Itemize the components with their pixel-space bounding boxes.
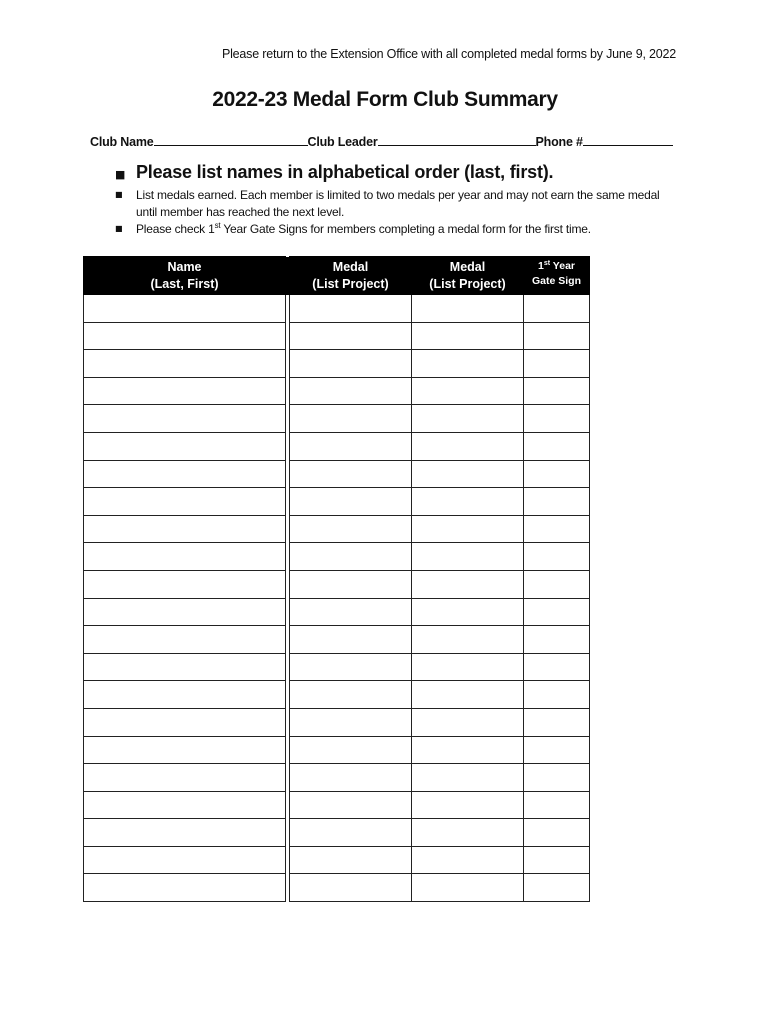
gate-sign-cell[interactable] — [524, 295, 590, 323]
name-cell[interactable] — [84, 432, 286, 460]
name-cell[interactable] — [84, 488, 286, 516]
gate-sign-cell[interactable] — [524, 598, 590, 626]
medal-2-cell[interactable] — [412, 736, 524, 764]
phone-label: Phone # — [535, 135, 583, 149]
club-name-label: Club Name — [90, 135, 154, 149]
medal-1-cell[interactable] — [290, 570, 412, 598]
medal-1-cell[interactable] — [290, 515, 412, 543]
medal-1-cell[interactable] — [290, 377, 412, 405]
table-row — [84, 736, 590, 764]
medal-1-cell[interactable] — [290, 874, 412, 902]
table-row — [84, 488, 590, 516]
medal-1-cell[interactable] — [290, 405, 412, 433]
table-row — [84, 681, 590, 709]
medal-1-cell[interactable] — [290, 350, 412, 378]
name-cell[interactable] — [84, 295, 286, 323]
header-gate-sign: 1st Year Gate Sign — [524, 257, 590, 295]
medal-2-cell[interactable] — [412, 405, 524, 433]
name-cell[interactable] — [84, 598, 286, 626]
medal-1-cell[interactable] — [290, 681, 412, 709]
table-row — [84, 846, 590, 874]
table-row — [84, 405, 590, 433]
name-cell[interactable] — [84, 322, 286, 350]
medal-1-cell[interactable] — [290, 626, 412, 654]
name-cell[interactable] — [84, 791, 286, 819]
medal-2-cell[interactable] — [412, 791, 524, 819]
medal-1-cell[interactable] — [290, 460, 412, 488]
square-bullet-icon: ■ — [115, 224, 123, 233]
medal-1-cell[interactable] — [290, 543, 412, 571]
medal-2-cell[interactable] — [412, 377, 524, 405]
gate-sign-cell[interactable] — [524, 488, 590, 516]
gate-sign-cell[interactable] — [524, 708, 590, 736]
name-cell[interactable] — [84, 764, 286, 792]
table-row — [84, 791, 590, 819]
gate-sign-cell[interactable] — [524, 681, 590, 709]
gate-sign-cell[interactable] — [524, 405, 590, 433]
table-row — [84, 653, 590, 681]
medal-2-cell[interactable] — [412, 460, 524, 488]
name-cell[interactable] — [84, 543, 286, 571]
gate-sign-cell[interactable] — [524, 764, 590, 792]
medal-1-cell[interactable] — [290, 432, 412, 460]
club-name-field[interactable] — [154, 133, 308, 146]
medal-2-cell[interactable] — [412, 681, 524, 709]
club-leader-label: Club Leader — [307, 135, 378, 149]
name-cell[interactable] — [84, 736, 286, 764]
square-bullet-icon: ■ — [115, 168, 126, 181]
header-name: Name (Last, First) — [84, 257, 286, 295]
name-cell[interactable] — [84, 653, 286, 681]
name-cell[interactable] — [84, 626, 286, 654]
gate-sign-cell[interactable] — [524, 846, 590, 874]
name-cell[interactable] — [84, 350, 286, 378]
table-row — [84, 543, 590, 571]
medal-2-cell[interactable] — [412, 874, 524, 902]
name-cell[interactable] — [84, 460, 286, 488]
medal-1-cell[interactable] — [290, 653, 412, 681]
name-cell[interactable] — [84, 819, 286, 847]
medal-1-cell[interactable] — [290, 846, 412, 874]
gate-sign-cell[interactable] — [524, 543, 590, 571]
gate-sign-cell[interactable] — [524, 819, 590, 847]
club-info-line — [90, 133, 680, 149]
name-cell[interactable] — [84, 405, 286, 433]
medal-1-cell[interactable] — [290, 736, 412, 764]
table-row — [84, 708, 590, 736]
gate-sign-cell[interactable] — [524, 432, 590, 460]
phone-field[interactable] — [583, 133, 673, 146]
header-medal-1: Medal (List Project) — [290, 257, 412, 295]
gate-sign-cell[interactable] — [524, 515, 590, 543]
table-row — [84, 377, 590, 405]
table-body — [84, 295, 590, 902]
medal-2-cell[interactable] — [412, 295, 524, 323]
medal-1-cell[interactable] — [290, 322, 412, 350]
table-row — [84, 295, 590, 323]
name-cell[interactable] — [84, 377, 286, 405]
medal-2-cell[interactable] — [412, 819, 524, 847]
medal-1-cell[interactable] — [290, 598, 412, 626]
medal-1-cell[interactable] — [290, 764, 412, 792]
table-row — [84, 432, 590, 460]
name-cell[interactable] — [84, 570, 286, 598]
medal-1-cell[interactable] — [290, 295, 412, 323]
medal-1-cell[interactable] — [290, 488, 412, 516]
table-row — [84, 598, 590, 626]
table-header-row — [84, 257, 590, 295]
header-medal-2: Medal (List Project) — [412, 257, 524, 295]
name-cell[interactable] — [84, 708, 286, 736]
instruction-medals: List medals earned. Each member is limited to two medals per year and may not earn the same medal until member has reached the next level. — [136, 188, 660, 219]
square-bullet-icon: ■ — [115, 190, 123, 199]
medal-summary-table — [83, 256, 590, 902]
medal-2-cell[interactable] — [412, 708, 524, 736]
medal-2-cell[interactable] — [412, 846, 524, 874]
name-cell[interactable] — [84, 846, 286, 874]
medal-2-cell[interactable] — [412, 515, 524, 543]
gate-sign-cell[interactable] — [524, 350, 590, 378]
table-row — [84, 460, 590, 488]
medal-2-cell[interactable] — [412, 653, 524, 681]
page-title: 2022-23 Medal Form Club Summary — [212, 88, 558, 111]
medal-2-cell[interactable] — [412, 432, 524, 460]
table-row — [84, 626, 590, 654]
instruction-gate-signs: Please check 1st Year Gate Signs for members completing a medal form for the first time. — [136, 221, 591, 236]
gate-sign-cell[interactable] — [524, 874, 590, 902]
medal-2-cell[interactable] — [412, 626, 524, 654]
table-row — [84, 515, 590, 543]
table-row — [84, 764, 590, 792]
medal-2-cell[interactable] — [412, 543, 524, 571]
medal-2-cell[interactable] — [412, 322, 524, 350]
name-cell[interactable] — [84, 681, 286, 709]
table-row — [84, 570, 590, 598]
gate-sign-cell[interactable] — [524, 626, 590, 654]
gate-sign-cell[interactable] — [524, 653, 590, 681]
gate-sign-cell[interactable] — [524, 377, 590, 405]
table-row — [84, 819, 590, 847]
medal-1-cell[interactable] — [290, 791, 412, 819]
medal-1-cell[interactable] — [290, 708, 412, 736]
return-notice: Please return to the Extension Office with all completed medal forms by June 9, 2022 — [221, 47, 676, 61]
gate-sign-cell[interactable] — [524, 322, 590, 350]
medal-2-cell[interactable] — [412, 488, 524, 516]
gate-sign-cell[interactable] — [524, 736, 590, 764]
name-cell[interactable] — [84, 874, 286, 902]
table-row — [84, 350, 590, 378]
club-leader-field[interactable] — [378, 133, 536, 146]
medal-2-cell[interactable] — [412, 350, 524, 378]
medal-2-cell[interactable] — [412, 598, 524, 626]
main-instruction: Please list names in alphabetical order (last, first). — [136, 162, 554, 182]
medal-1-cell[interactable] — [290, 819, 412, 847]
name-cell[interactable] — [84, 515, 286, 543]
gate-sign-cell[interactable] — [524, 791, 590, 819]
table-row — [84, 322, 590, 350]
gate-sign-cell[interactable] — [524, 570, 590, 598]
medal-2-cell[interactable] — [412, 764, 524, 792]
medal-2-cell[interactable] — [412, 570, 524, 598]
gate-sign-cell[interactable] — [524, 460, 590, 488]
table-row — [84, 874, 590, 902]
